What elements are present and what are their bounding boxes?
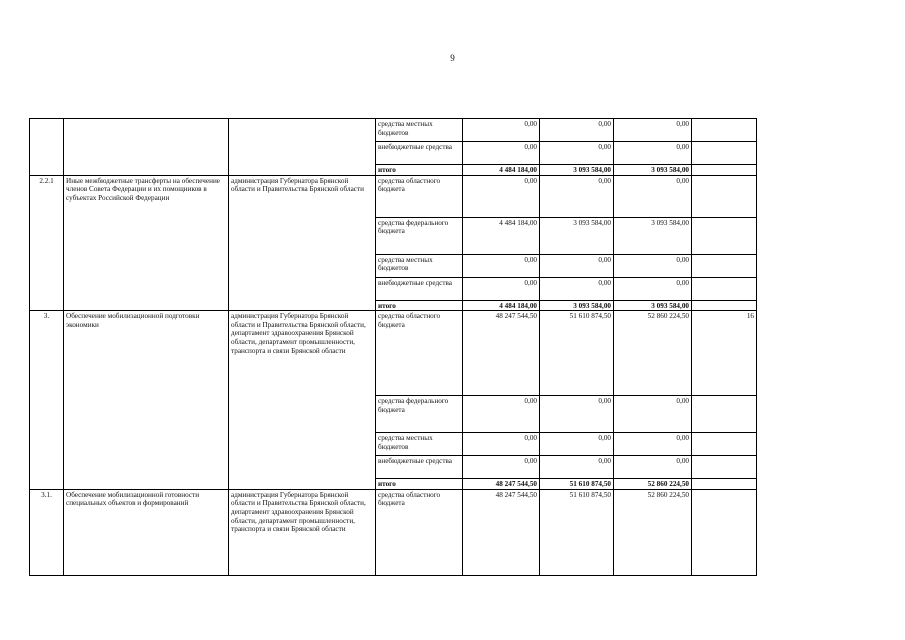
cell-indicator	[692, 277, 757, 300]
cell-num: 2.2.1	[30, 175, 64, 311]
budget-table	[29, 118, 757, 576]
page-number: 9	[450, 53, 455, 63]
cell-source: внебюджетные средства	[376, 456, 463, 479]
cell-year1: 48 247 544,50	[463, 479, 540, 490]
cell-num: 3.1.	[30, 489, 64, 575]
cell-source: итого	[376, 479, 463, 490]
cell-source: средства федерального бюджета	[376, 217, 463, 254]
cell-year3: 0,00	[614, 175, 692, 217]
cell-name: Иные межбюджетные трансферты на обеспечение членов Совета Федерации и их помощников в субъектах Российской Федерации	[64, 175, 229, 311]
cell-indicator	[692, 175, 757, 217]
cell-year1: 0,00	[463, 456, 540, 479]
cell-num	[30, 119, 64, 176]
cell-year3: 0,00	[614, 254, 692, 277]
cell-year2: 0,00	[540, 142, 614, 165]
cell-num: 3.	[30, 311, 64, 490]
cell-year1: 48 247 544,50	[463, 311, 540, 396]
cell-year1: 0,00	[463, 277, 540, 300]
cell-year3: 3 093 584,00	[614, 217, 692, 254]
cell-source: средства местных бюджетов	[376, 119, 463, 142]
cell-name	[64, 119, 229, 176]
cell-year3: 0,00	[614, 396, 692, 433]
cell-indicator	[692, 142, 757, 165]
cell-year3: 52 860 224,50	[614, 479, 692, 490]
cell-indicator	[692, 254, 757, 277]
cell-year3: 52 860 224,50	[614, 489, 692, 575]
cell-source: итого	[376, 300, 463, 311]
table-row	[30, 119, 757, 142]
cell-year3: 0,00	[614, 142, 692, 165]
cell-indicator	[692, 456, 757, 479]
cell-source: средства областного бюджета	[376, 489, 463, 575]
cell-year1: 4 484 184,00	[463, 217, 540, 254]
cell-source: внебюджетные средства	[376, 142, 463, 165]
cell-indicator	[692, 300, 757, 311]
cell-executor: администрация Губернатора Брянской области и Правительства Брянской области	[229, 175, 376, 311]
cell-indicator	[692, 119, 757, 142]
cell-year3: 3 093 584,00	[614, 165, 692, 176]
cell-year1: 0,00	[463, 254, 540, 277]
cell-year2: 0,00	[540, 277, 614, 300]
cell-year1: 4 484 184,00	[463, 165, 540, 176]
cell-year2: 3 093 584,00	[540, 165, 614, 176]
cell-indicator	[692, 165, 757, 176]
cell-year1: 0,00	[463, 433, 540, 456]
cell-name: Обеспечение мобилизационной готовности специальных объектов и формирований	[64, 489, 229, 575]
cell-year2: 3 093 584,00	[540, 300, 614, 311]
table-row	[30, 489, 757, 575]
cell-year2: 51 610 874,50	[540, 489, 614, 575]
cell-year2: 0,00	[540, 119, 614, 142]
cell-year3: 0,00	[614, 277, 692, 300]
cell-executor: администрация Губернатора Брянской области и Правительства Брянской области, департамент здравоохранения Брянской области, департамент промышленности, транспорта и связи Брянской области	[229, 489, 376, 575]
cell-executor	[229, 119, 376, 176]
cell-source: внебюджетные средства	[376, 277, 463, 300]
cell-source: средства областного бюджета	[376, 175, 463, 217]
cell-name: Обеспечение мобилизационной подготовки экономики	[64, 311, 229, 490]
cell-source: средства областного бюджета	[376, 311, 463, 396]
cell-indicator: 16	[692, 311, 757, 396]
cell-year2: 0,00	[540, 456, 614, 479]
cell-indicator	[692, 489, 757, 575]
cell-year2: 0,00	[540, 175, 614, 217]
cell-year1: 4 484 184,00	[463, 300, 540, 311]
cell-year2: 0,00	[540, 396, 614, 433]
cell-year1: 0,00	[463, 142, 540, 165]
cell-source: средства местных бюджетов	[376, 254, 463, 277]
cell-indicator	[692, 217, 757, 254]
cell-year1: 48 247 544,50	[463, 489, 540, 575]
cell-indicator	[692, 479, 757, 490]
cell-executor: администрация Губернатора Брянской области и Правительства Брянской области, департамент здравоохранения Брянской области, департамент промышленности, транспорта и связи Брянской области	[229, 311, 376, 490]
cell-year2: 3 093 584,00	[540, 217, 614, 254]
cell-year2: 0,00	[540, 254, 614, 277]
cell-year3: 0,00	[614, 456, 692, 479]
cell-year3: 52 860 224,50	[614, 311, 692, 396]
table-row	[30, 175, 757, 217]
cell-year2: 51 610 874,50	[540, 479, 614, 490]
cell-year1: 0,00	[463, 119, 540, 142]
cell-source: средства федерального бюджета	[376, 396, 463, 433]
cell-indicator	[692, 396, 757, 433]
cell-source: итого	[376, 165, 463, 176]
cell-year3: 0,00	[614, 433, 692, 456]
cell-year3: 0,00	[614, 119, 692, 142]
cell-year2: 0,00	[540, 433, 614, 456]
cell-year1: 0,00	[463, 175, 540, 217]
cell-year2: 51 610 874,50	[540, 311, 614, 396]
table-row	[30, 311, 757, 396]
cell-indicator	[692, 433, 757, 456]
cell-year3: 3 093 584,00	[614, 300, 692, 311]
cell-year1: 0,00	[463, 396, 540, 433]
cell-source: средства местных бюджетов	[376, 433, 463, 456]
